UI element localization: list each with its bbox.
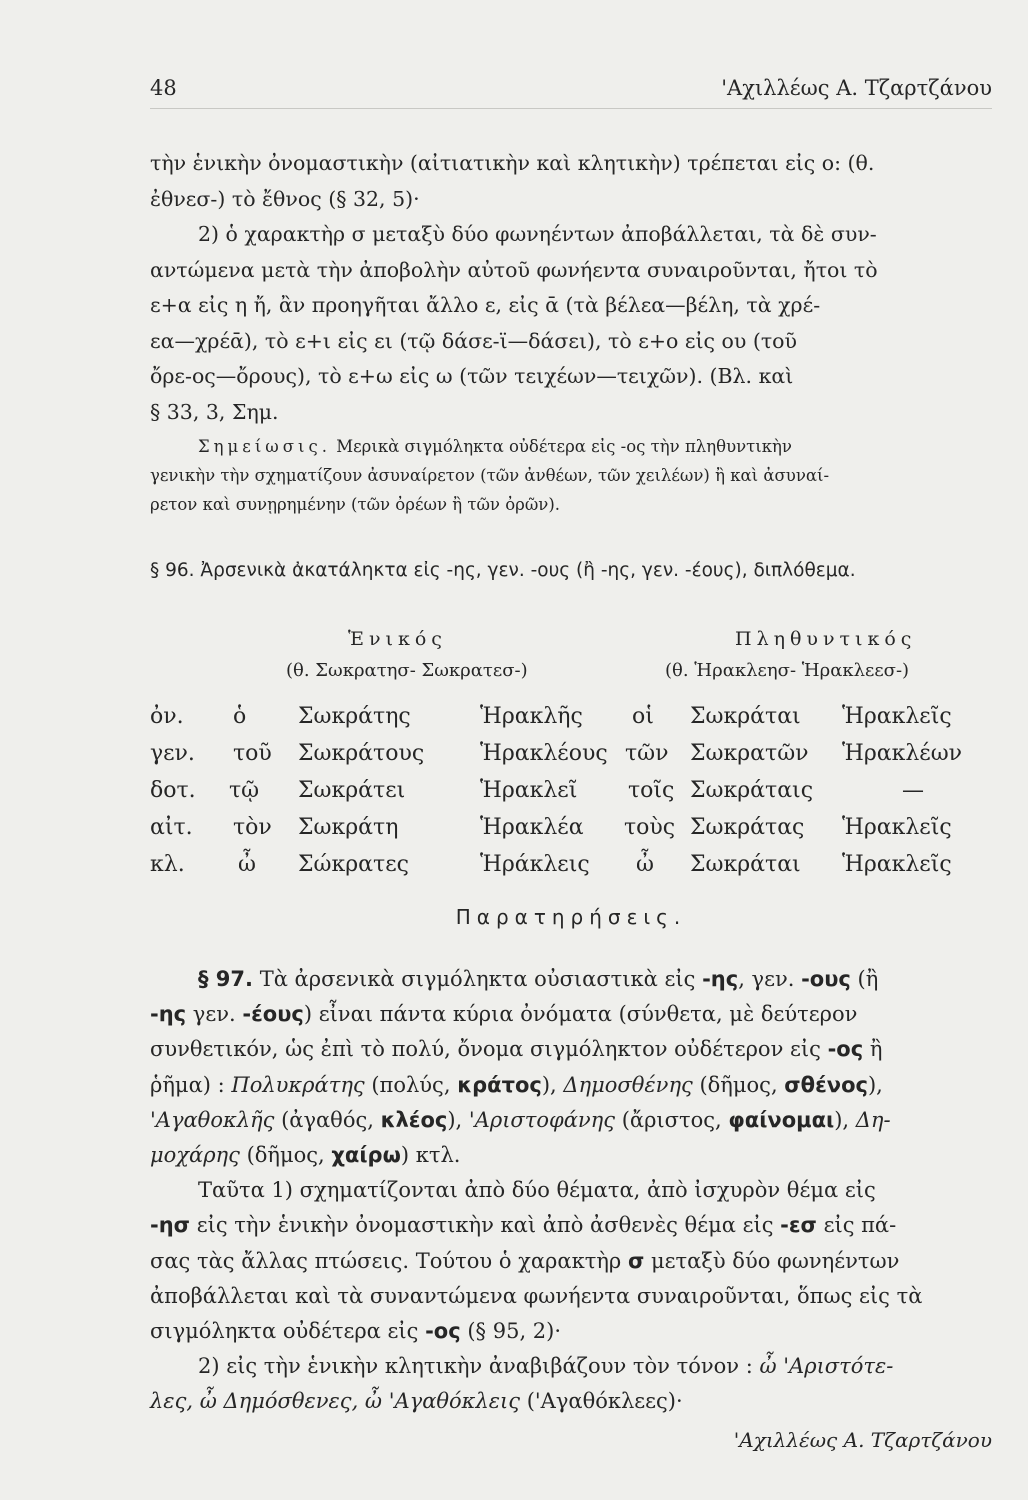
- text-run: ἢ: [863, 1037, 883, 1062]
- stem: -εσ: [780, 1213, 817, 1238]
- socrates-plural: Σωκράται: [690, 852, 801, 877]
- name: Δη-: [855, 1107, 891, 1132]
- name: 'Αριστοφάνης: [468, 1107, 616, 1132]
- socrates-plural: Σωκράται: [690, 704, 801, 729]
- text-line: αντώμενα μετὰ τὴν ἀποβολὴν αὐτοῦ φωνήεντα συναιροῦνται, ἤτοι τὸ: [150, 257, 878, 282]
- note-text: Μερικὰ σιγμόληκτα οὐδέτερα εἰς -ος τὴν πληθυντικὴν: [336, 437, 792, 456]
- stem: -ησ: [150, 1213, 191, 1238]
- name: Πολυκράτης: [231, 1072, 365, 1097]
- plural-stems: (θ. Ἡρακλεησ- Ἡρακλεεσ-): [665, 660, 910, 681]
- text-line: [150, 1208, 992, 1243]
- footer-signature: 'Αχιλλέως Α. Τζαρτζάνου: [733, 1428, 992, 1452]
- text-line: ὄρε-ος—ὄρους), τὸ ε+ω εἰς ω (τῶν τειχέων—τειχῶν). (Βλ. καὶ: [150, 364, 794, 388]
- text-line: γενικὴν τὴν σχηματίζουν ἀσυναίρετον (τῶν ἀνθέων, τῶν χειλέων) ἢ καὶ ἀσυναί-: [150, 466, 830, 485]
- singular-stems: (θ. Σωκρατησ- Σωκρατεσ-): [286, 660, 528, 681]
- article-singular: ὦ: [238, 852, 256, 877]
- singular-heading: Ἑνικός: [348, 628, 447, 650]
- text-run: (ἀγαθός,: [274, 1107, 381, 1132]
- text-line: τὴν ἑνικὴν ὀνομαστικὴν (αἰτιατικὴν καὶ κλητικὴν) τρέπεται εἰς ο: (θ.: [150, 151, 875, 175]
- socrates-singular: Σωκράτει: [298, 778, 406, 803]
- text-run: (δῆμος,: [692, 1072, 785, 1097]
- text-run: , γεν.: [738, 967, 802, 991]
- text-run: ),: [447, 1107, 469, 1132]
- heracles-singular: Ἡρακλῆς: [480, 704, 583, 729]
- article-plural: τοῖς: [628, 778, 675, 803]
- text-run: (δῆμος,: [239, 1143, 332, 1168]
- text-run: (ἄριστος,: [615, 1107, 729, 1132]
- root-word: κλέος: [380, 1107, 448, 1132]
- root-word: χαίρω: [331, 1143, 401, 1168]
- text-line: εα—χρέᾱ), τὸ ε+ι εἰς ει (τῷ δάσε-ϊ—δάσει), τὸ ε+ο εἰς ου (τοῦ: [150, 328, 797, 353]
- text-line: [150, 1138, 992, 1173]
- text-run: (§ 95, 2)·: [460, 1319, 562, 1344]
- text-run: 2) εἰς τὴν ἑνικὴν κλητικὴν ἀναβιβάζουν τὸν τόνον :: [198, 1354, 760, 1379]
- text-line: [150, 1032, 992, 1067]
- socrates-plural: Σωκράταις: [690, 778, 814, 803]
- observations-heading: Παρατηρήσεις.: [455, 905, 687, 929]
- heracles-plural: Ἡρακλέων: [842, 741, 963, 766]
- ending: -ους: [801, 967, 851, 991]
- name: 'Αγαθοκλῆς: [150, 1107, 275, 1132]
- text-line: [150, 1244, 992, 1279]
- text-line: ἀποβάλλεται καὶ τὰ συναντώμενα φωνήεντα συναιροῦνται, ὅπως εἰς τὰ: [150, 1283, 923, 1308]
- article-plural: τῶν: [625, 741, 669, 766]
- article-singular: τοῦ: [233, 741, 272, 766]
- root-word: κράτος: [457, 1072, 542, 1097]
- text-run: γεν.: [186, 1002, 243, 1027]
- text-run: συνθετικόν, ὡς ἐπὶ τὸ πολύ, ὄνομα σιγμόληκτον οὐδέτερον εἰς: [150, 1037, 828, 1062]
- heracles-singular: Ἡρακλεῖ: [480, 778, 578, 803]
- text-run: ),: [867, 1072, 883, 1097]
- article-plural: τοὺς: [624, 815, 676, 840]
- text-line: ε+α εἰς η ἤ, ἂν προηγῆται ἄλλο ε, εἰς ᾱ (τὰ βέλεα—βέλη, τὰ χρέ-: [150, 293, 821, 317]
- ending: -ης: [150, 1002, 187, 1027]
- text-run: σας τὰς ἄλλας πτώσεις. Τούτου ὁ χαρακτὴρ: [150, 1248, 628, 1273]
- section-97: [150, 962, 992, 1420]
- case-label: δοτ.: [150, 778, 196, 803]
- text-run: ) εἶναι πάντα κύρια ὀνόματα (σύνθετα, μὲ δεύτερον: [303, 1002, 858, 1027]
- text-line: § 33, 3, Σημ.: [150, 399, 279, 424]
- ending: -ος: [827, 1037, 864, 1062]
- text-run: ),: [541, 1072, 564, 1097]
- case-label: γεν.: [150, 741, 195, 766]
- article-plural: ὦ: [636, 852, 654, 877]
- text-run: ) κτλ.: [400, 1143, 461, 1168]
- heracles-plural: —: [902, 778, 924, 803]
- heracles-plural: Ἡρακλεῖς: [842, 852, 952, 877]
- socrates-plural: Σωκράτας: [690, 815, 805, 840]
- text-run: ),: [834, 1107, 856, 1132]
- article-plural: οἱ: [632, 704, 654, 729]
- ending: -ος: [425, 1319, 461, 1344]
- plural-heading: Πληθυντικός: [735, 628, 917, 650]
- socrates-singular: Σωκράτη: [298, 815, 399, 840]
- socrates-singular: Σωκράτης: [298, 704, 411, 729]
- text-run: ('Αγαθόκλεες)·: [520, 1389, 683, 1414]
- heracles-singular: Ἡρακλέους: [480, 741, 608, 766]
- text-run: (πολύς,: [364, 1072, 458, 1097]
- case-label: κλ.: [150, 852, 185, 877]
- heracles-plural: Ἡρακλεῖς: [842, 704, 952, 729]
- socrates-singular: Σώκρατες: [298, 852, 409, 877]
- ending: -ης: [702, 967, 739, 991]
- text-run: ῥῆμα) :: [150, 1072, 232, 1097]
- heracles-plural: Ἡρακλεῖς: [842, 815, 952, 840]
- ending: -έους: [242, 1002, 304, 1027]
- example: ὦ 'Αριστότε-: [759, 1354, 894, 1379]
- article-singular: τῷ: [229, 778, 260, 803]
- note-paragraph: [150, 432, 992, 519]
- text-line: ἐθνεσ-) τὸ ἔθνος (§ 32, 5)·: [150, 186, 420, 211]
- text-run: μεταξὺ δύο φωνηέντων: [644, 1248, 900, 1273]
- name: Δημοσθένης: [563, 1072, 693, 1097]
- text-line: [150, 1384, 992, 1419]
- stem: σ: [627, 1248, 645, 1273]
- text-run: Τὰ ἀρσενικὰ σιγμόληκτα οὐσιαστικὰ εἰς: [253, 967, 703, 991]
- name: μοχάρης: [150, 1143, 240, 1168]
- rule2-paragraph: [150, 217, 992, 430]
- example: λες, ὦ Δημόσθενες, ὦ 'Αγαθόκλεις: [150, 1389, 521, 1414]
- intro-paragraph: [150, 146, 992, 217]
- text-line: [150, 432, 992, 461]
- article-singular: τὸν: [233, 815, 272, 840]
- socrates-plural: Σωκρατῶν: [690, 741, 809, 766]
- text-run: σιγμόληκτα οὐδέτερα εἰς: [150, 1319, 426, 1344]
- text-line: 2) ὁ χαρακτὴρ σ μεταξὺ δύο φωνηέντων ἀποβάλλεται, τὰ δὲ συν-: [198, 222, 877, 246]
- section-number: § 97.: [198, 967, 254, 991]
- text-line: [150, 997, 992, 1032]
- section-96-heading: § 96. Ἀρσενικὰ ἀκατάληκτα εἰς -ης, γεν. -ους (ἢ -ης, γεν. -έους), διπλόθεμα.: [150, 560, 856, 581]
- root-word: φαίνομαι: [728, 1107, 835, 1132]
- case-label: ὀν.: [150, 704, 184, 729]
- article-singular: ὁ: [233, 704, 247, 729]
- socrates-singular: Σωκράτους: [298, 741, 425, 766]
- text-line: [150, 1103, 992, 1138]
- page-number: 48: [150, 76, 177, 100]
- text-line: [150, 1068, 992, 1103]
- text-line: [150, 1314, 992, 1349]
- text-line: [150, 1349, 992, 1384]
- note-label: Σημείωσις.: [198, 437, 331, 456]
- root-word: σθένος: [784, 1072, 868, 1097]
- running-title: 'Αχιλλέως Α. Τζαρτζάνου: [721, 76, 992, 100]
- heracles-singular: Ἡράκλεις: [480, 852, 590, 877]
- text-line: [150, 962, 992, 997]
- case-label: αἰτ.: [150, 815, 193, 840]
- heracles-singular: Ἡρακλέα: [480, 815, 584, 840]
- text-run: (ἢ: [850, 967, 879, 991]
- text-line: Ταῦτα 1) σχηματίζονται ἀπὸ δύο θέματα, ἀπὸ ἰσχυρὸν θέμα εἰς: [198, 1178, 876, 1203]
- text-run: εἰς πά-: [816, 1213, 897, 1238]
- header-rule: [150, 108, 992, 109]
- text-run: εἰς τὴν ἑνικὴν ὀνομαστικὴν καὶ ἀπὸ ἀσθενὲς θέμα εἰς: [190, 1213, 781, 1238]
- text-line: ρετον καὶ συνῃρημένην (τῶν ὀρέων ἢ τῶν ὀρῶν).: [150, 495, 561, 514]
